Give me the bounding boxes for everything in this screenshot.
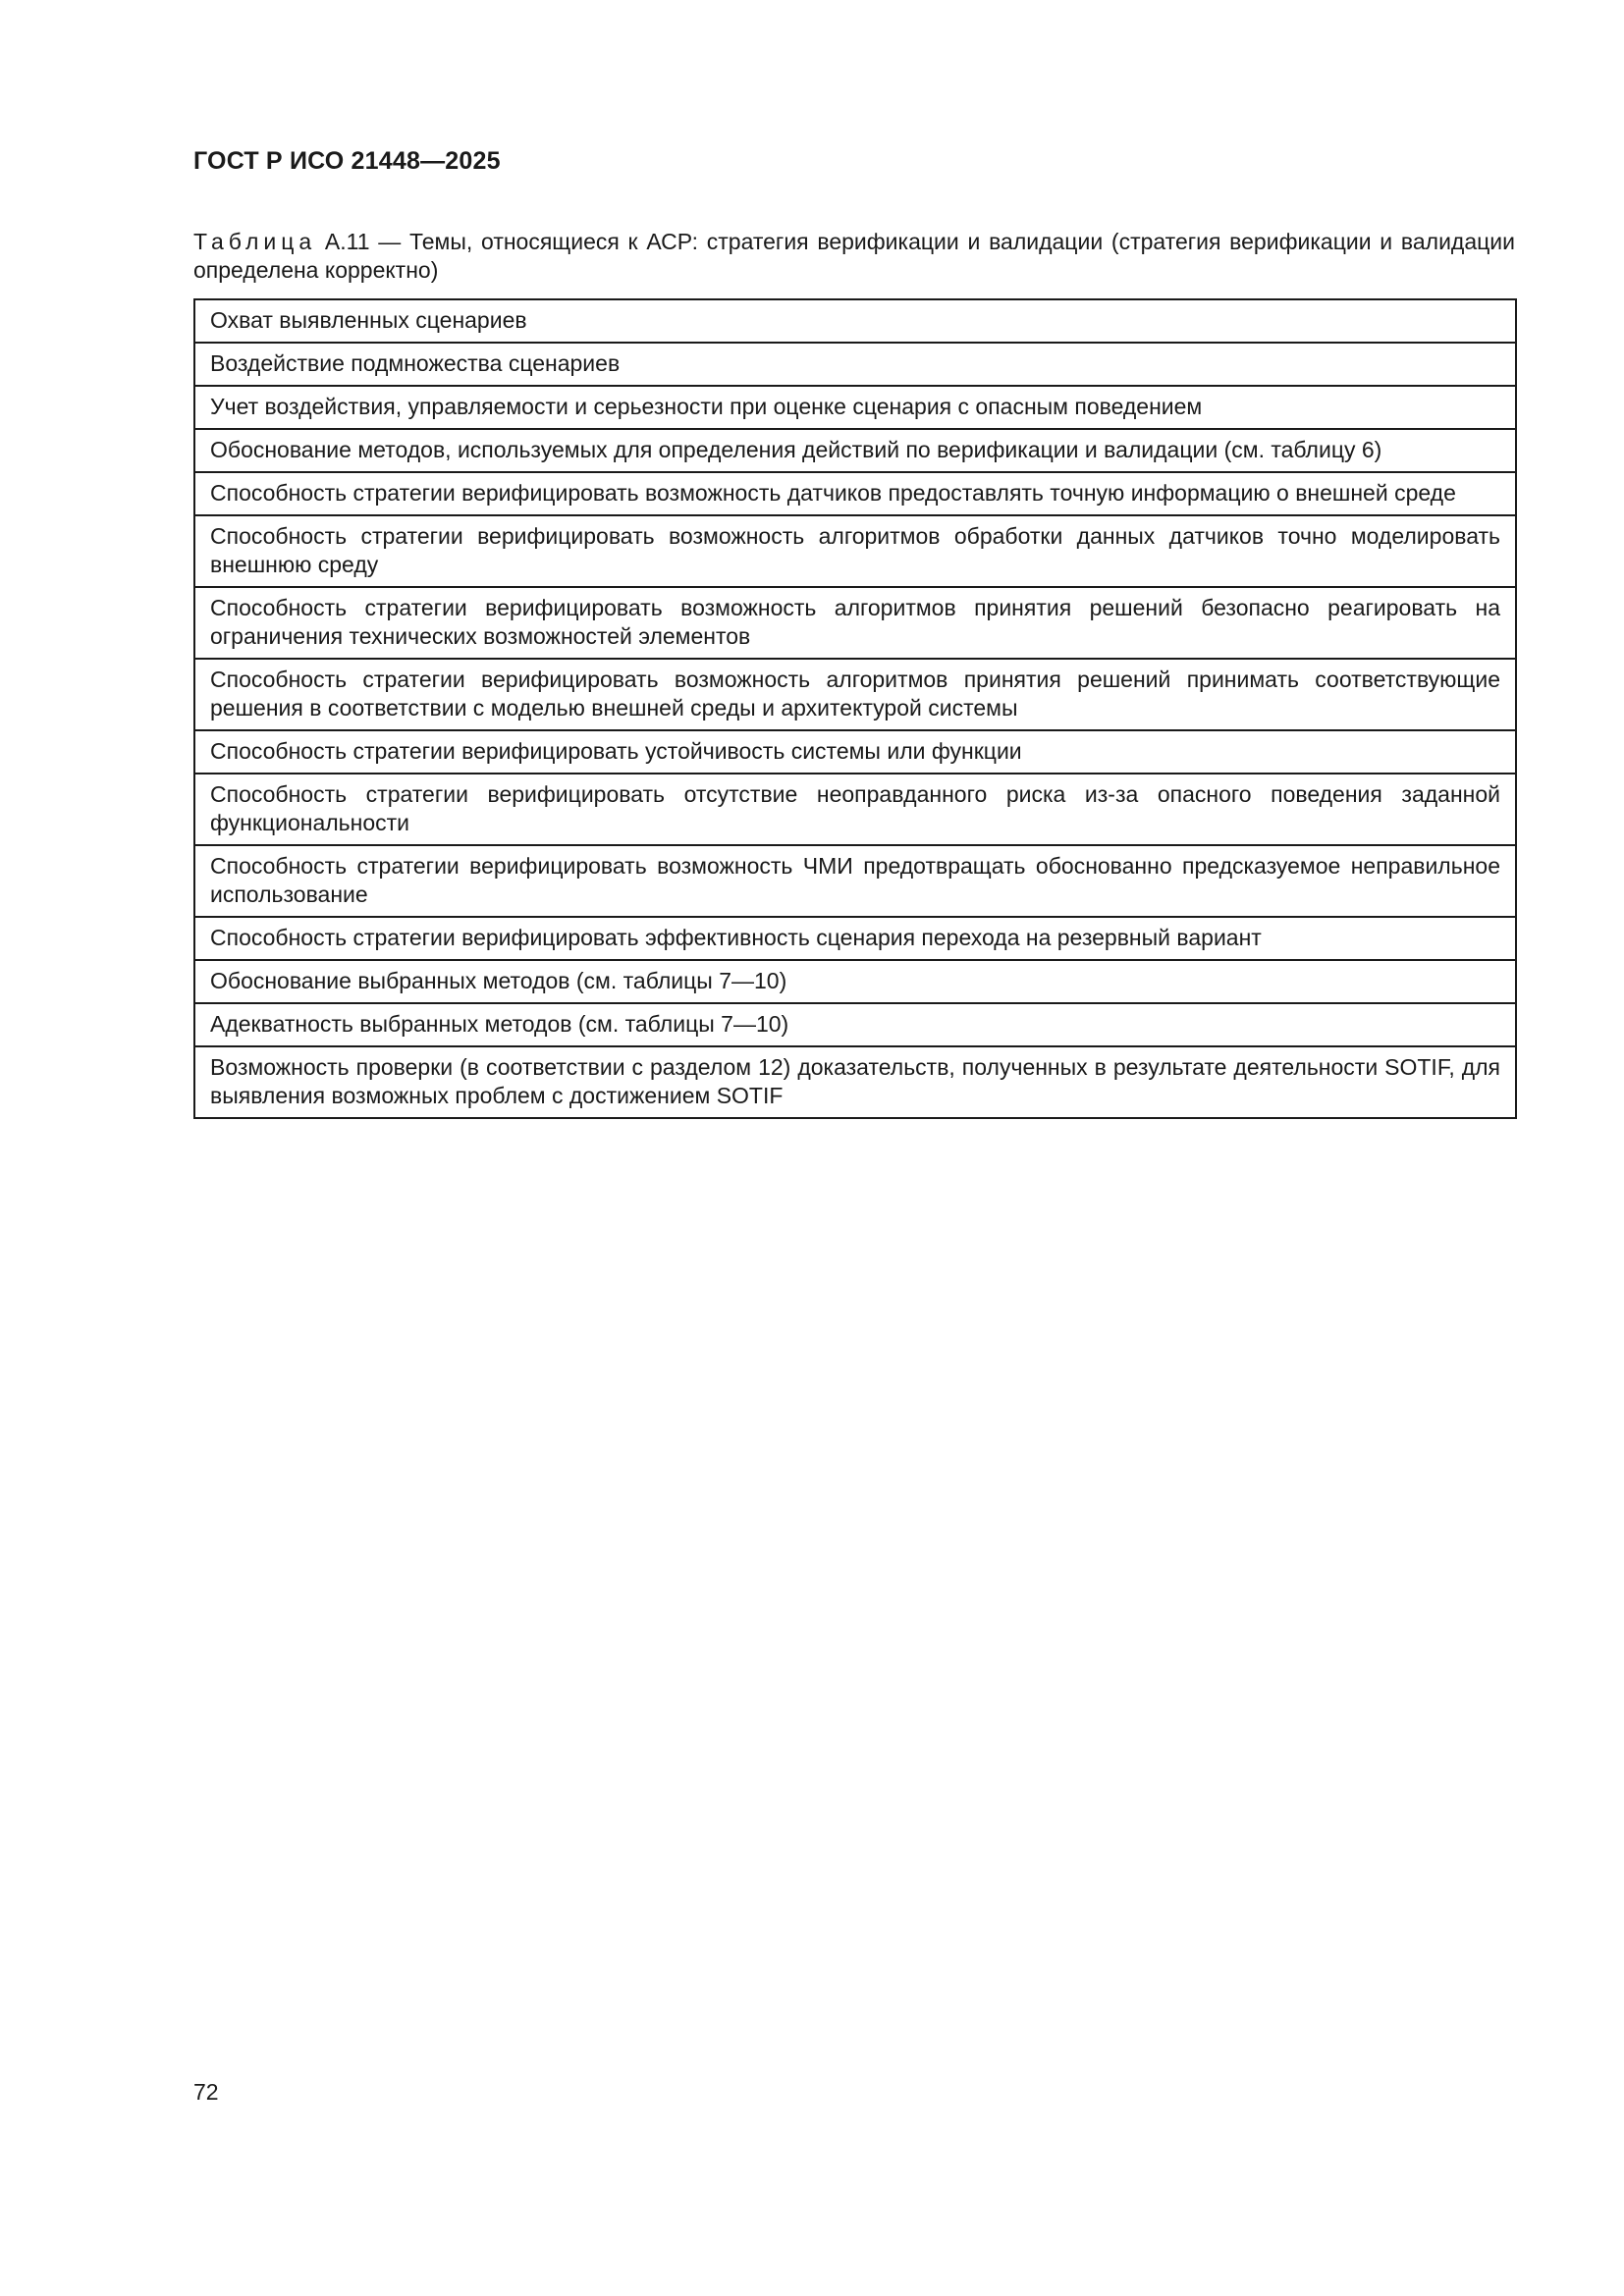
table-cell: Способность стратегии верифицировать возможность алгоритмов принятия решений безопасно реагировать на ограничения технических возможностей элементов — [194, 587, 1516, 659]
table-row — [194, 343, 1516, 386]
table-cell: Обоснование выбранных методов (см. таблицы 7—10) — [194, 960, 1516, 1003]
table-row — [194, 659, 1516, 730]
table-cell: Адекватность выбранных методов (см. таблицы 7—10) — [194, 1003, 1516, 1046]
table-cell: Охват выявленных сценариев — [194, 299, 1516, 343]
table-caption-label: Таблица — [193, 229, 317, 254]
table-row — [194, 515, 1516, 587]
table-cell: Способность стратегии верифицировать возможность алгоритмов обработки данных датчиков точно моделировать внешнюю среду — [194, 515, 1516, 587]
table-row — [194, 917, 1516, 960]
table-caption-text: А.11 — Темы, относящиеся к АСР: стратегия верификации и валидации (стратегия верификации и валидации определена корректно) — [193, 229, 1515, 283]
table-cell: Способность стратегии верифицировать возможность датчиков предоставлять точную информацию о внешней среде — [194, 472, 1516, 515]
table-cell: Способность стратегии верифицировать возможность алгоритмов принятия решений принимать соответствующие решения в соответствии с моделью внешней среды и архитектурой системы — [194, 659, 1516, 730]
table-cell: Способность стратегии верифицировать возможность ЧМИ предотвращать обоснованно предсказуемое неправильное использование — [194, 845, 1516, 917]
table-row — [194, 1046, 1516, 1118]
table-row — [194, 774, 1516, 845]
table-row — [194, 299, 1516, 343]
table-cell: Обоснование методов, используемых для определения действий по верификации и валидации (см. таблицу 6) — [194, 429, 1516, 472]
table-row — [194, 960, 1516, 1003]
table-cell: Воздействие подмножества сценариев — [194, 343, 1516, 386]
table-cell: Учет воздействия, управляемости и серьезности при оценке сценария с опасным поведением — [194, 386, 1516, 429]
table-row — [194, 429, 1516, 472]
table-row — [194, 1003, 1516, 1046]
document-header: ГОСТ Р ИСО 21448—2025 — [193, 147, 501, 175]
table-row — [194, 587, 1516, 659]
topics-table — [193, 298, 1517, 1119]
table-row — [194, 386, 1516, 429]
table-cell: Способность стратегии верифицировать отсутствие неоправданного риска из-за опасного поведения заданной функциональности — [194, 774, 1516, 845]
table-caption — [193, 228, 1515, 285]
page-number: 72 — [193, 2079, 219, 2105]
table-cell: Способность стратегии верифицировать устойчивость системы или функции — [194, 730, 1516, 774]
table-row — [194, 472, 1516, 515]
table-cell: Возможность проверки (в соответствии с разделом 12) доказательств, полученных в результате деятельности SOTIF, для выявления возможных проблем с достижением SOTIF — [194, 1046, 1516, 1118]
table-row — [194, 845, 1516, 917]
table-cell: Способность стратегии верифицировать эффективность сценария перехода на резервный вариант — [194, 917, 1516, 960]
table-row — [194, 730, 1516, 774]
